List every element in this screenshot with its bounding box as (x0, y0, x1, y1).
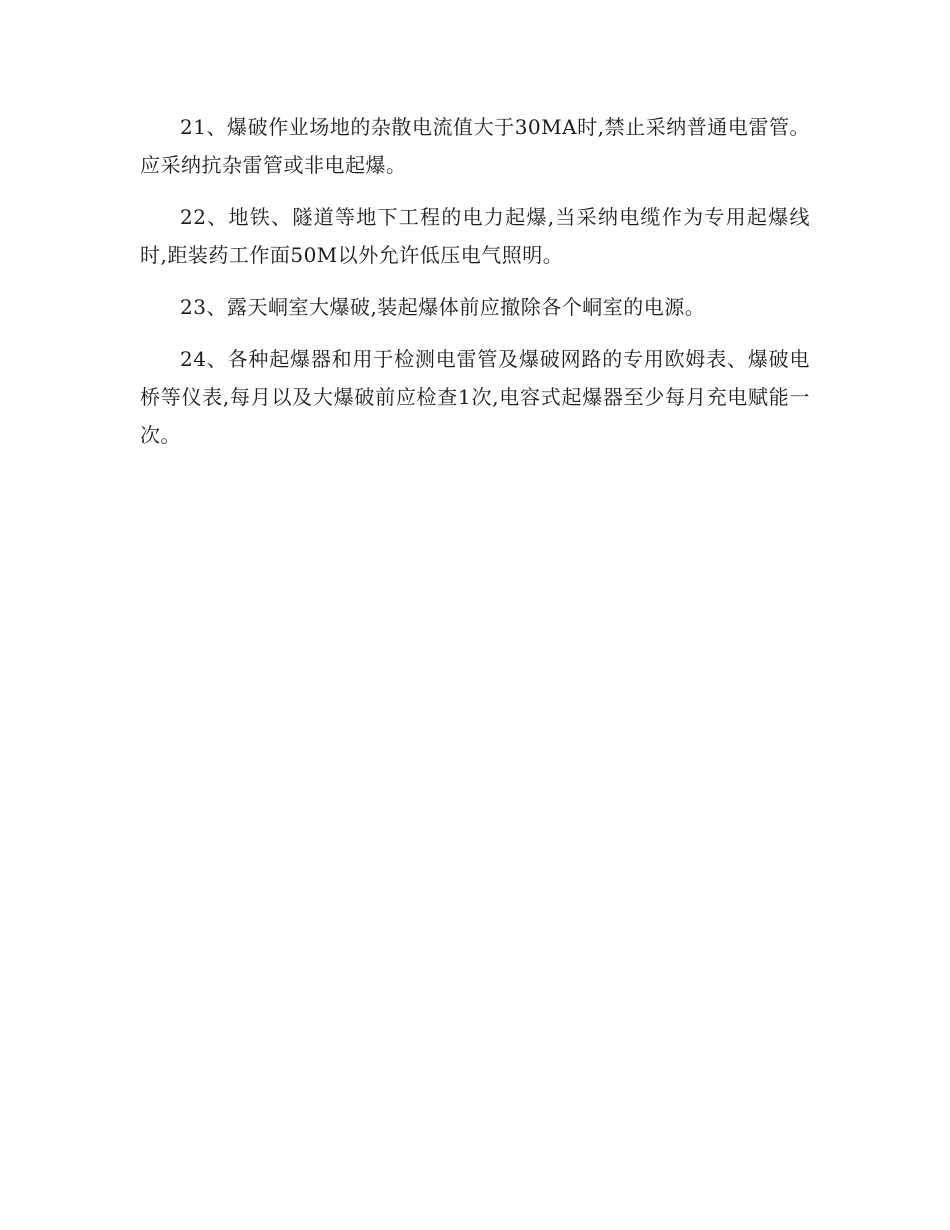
paragraph-24: 24、各种起爆器和用于检测电雷管及爆破网路的专用欧姆表、爆破电桥等仪表,每月以及大爆破前应检查1次,电容式起爆器至少每月充电赋能一次。 (140, 347, 810, 447)
paragraph-21: 21、爆破作业场地的杂散电流值大于30MA时,禁止采纳普通电雷管。应采纳抗杂雷管或非电起爆。 (140, 115, 810, 177)
document-body (140, 108, 810, 468)
paragraph-22: 22、地铁、隧道等地下工程的电力起爆,当采纳电缆作为专用起爆线时,距装药工作面50M以外允许低压电气照明。 (140, 205, 810, 267)
paragraph-23: 23、露天峒室大爆破,装起爆体前应撤除各个峒室的电源。 (180, 295, 706, 319)
